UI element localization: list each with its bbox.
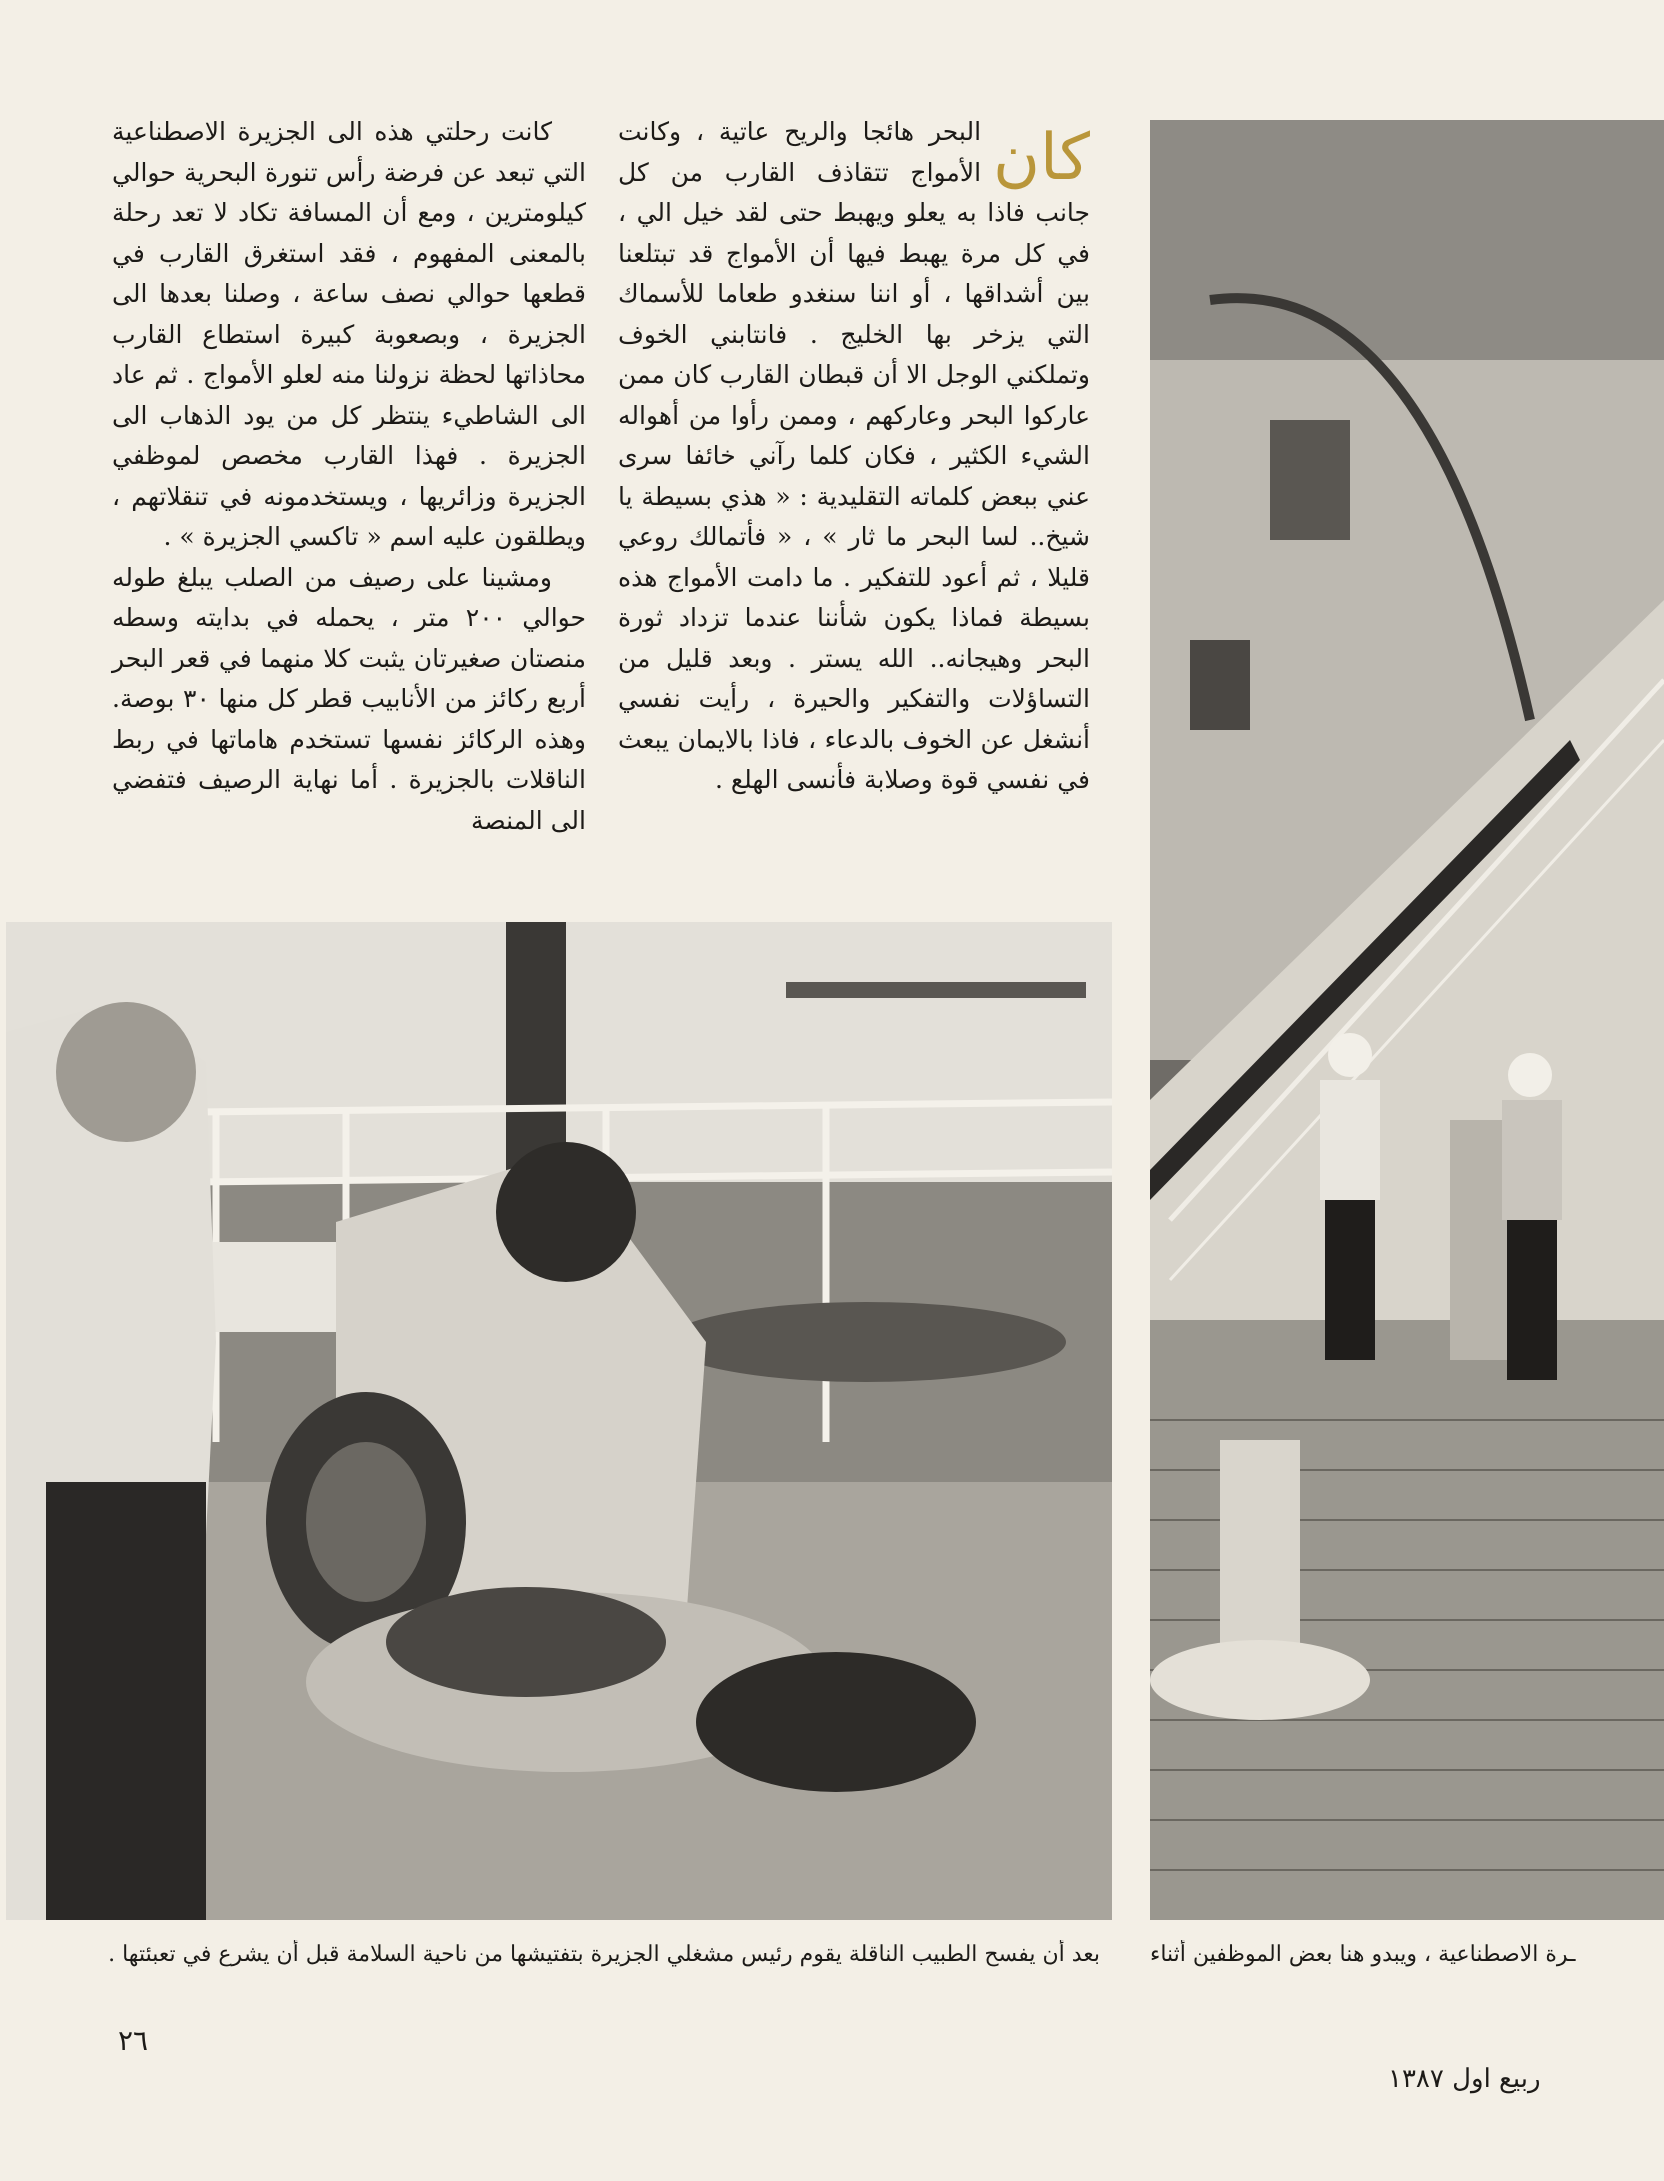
article-paragraph: كانت رحلتي هذه الى الجزيرة الاصطناعية التي تبعد عن فرضة رأس تنورة البحرية حوالي كيلومترين ، ومع أن المسافة تكاد لا تعد رحلة بالمعنى المفهوم ، فقد استغرق القارب في قطعها حوالي نصف ساعة ، وصلنا بعدها الى الجزيرة ، وبصعوبة كبيرة استطاع القارب محاذاتها لحظة نزولنا منه لعلو الأمواج . ثم عاد الى الشاطيء ينتظر كل من يود الذهاب الى الجزيرة . فهذا القارب مخصص لموظفي الجزيرة وزائريها ، ويستخدمونه في تنقلاتهم ، ويطلقون عليه اسم « تاكسي الجزيرة » . xyxy=(112,117,586,551)
drop-cap: كان xyxy=(993,121,1090,195)
inspection-photo-illustration xyxy=(6,922,1112,1920)
article-paragraph: ومشينا على رصيف من الصلب يبلغ طوله حوالي ٢٠٠ متر ، يحمله في بدايته وسطه منصتان صغيرتان يثبت كلا منهما في قعر البحر أربع ركائز من الأنابيب قطر كل منها ٣٠ بوصة. وهذه الركائز نفسها تستخدم هاماتها في ربط الناقلات بالجزيرة . أما نهاية الرصيف فتفضي الى المنصة xyxy=(112,562,587,835)
issue-date: ربيع اول ١٣٨٧ xyxy=(1388,2064,1541,2094)
page-number: ٢٦ xyxy=(118,2024,149,2057)
article-column-left xyxy=(112,112,586,841)
article-paragraph: البحر هائجا والريح عاتية ، وكانت الأمواج تتقاذف القارب من كل جانب فاذا به يعلو ويهبط حتى لقد خيل الي ، في كل مرة يهبط فيها أن الأمواج قد تبتلعنا بين أشداقها ، أو اننا سنغدو طعاما للأسماك التي يزخر بها الخليج . فانتابني الخوف وتملكني الوجل الا أن قبطان القارب كان ممن عاركوا البحر وعاركهم ، وممن رأوا من أهواله الشيء الكثير ، فكان كلما رآني خائفا سرى عني ببعض كلماته التقليدية : « هذي بسيطة يا شيخ.. لسا البحر ما ثار » ، « فأتمالك روعي قليلا ، ثم أعود للتفكير . ما دامت الأمواج هذه بسيطة فماذا يكون شأننا عندما تزداد ثورة البحر وهيجانه.. الله يستر . وبعد قليل من التساؤلات والتفكير والحيرة ، رأيت نفسي أنشغل عن الخوف بالدعاء ، فاذا بالايمان يبعث في نفسي قوة وصلابة فأنسى الهلع . xyxy=(618,117,1090,794)
right-photo-caption: ـرة الاصطناعية ، ويبدو هنا بعض الموظفين أثناء xyxy=(1150,1942,1576,1967)
bottom-photo-caption: بعد أن يفسح الطبيب الناقلة يقوم رئيس مشغلي الجزيرة بتفتيشها من ناحية السلامة قبل أن يشرع في تعبئتها . xyxy=(108,1942,1100,1967)
tanker-inspection-photo xyxy=(6,922,1112,1920)
article-column-right xyxy=(618,112,1090,801)
deck-photo-illustration xyxy=(1150,120,1664,1920)
island-deck-photo xyxy=(1150,120,1664,1920)
